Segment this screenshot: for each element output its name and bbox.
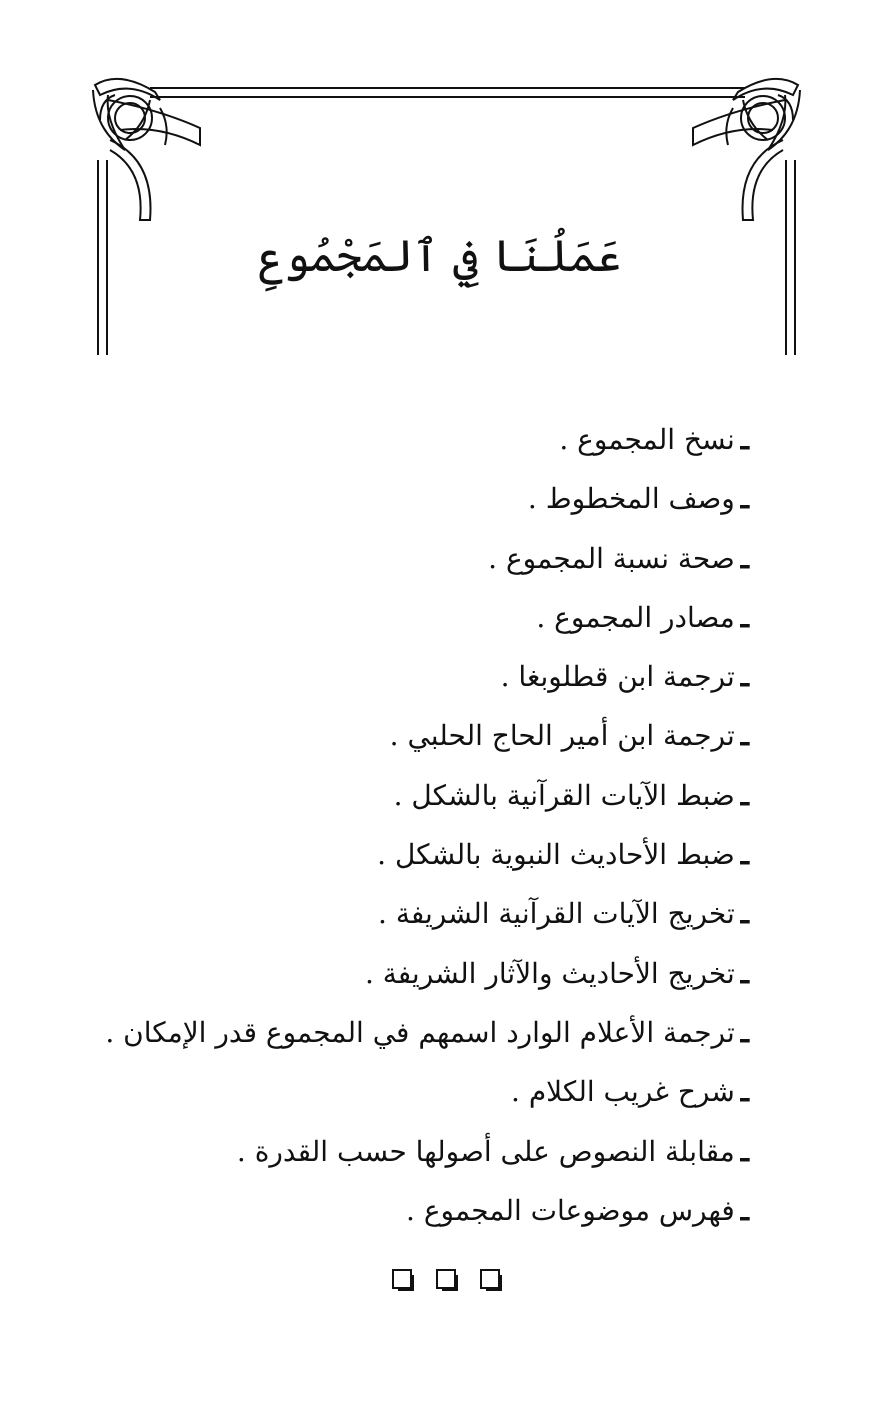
bullet-dash: ـ (740, 482, 749, 516)
page-title: عَمَلُنَا فِي ٱلمَجْمُوعِ (258, 231, 622, 282)
square-ornament-icon (480, 1269, 502, 1291)
bullet-dash: ـ (740, 660, 749, 694)
list-item (29, 1122, 749, 1181)
bullet-dash: ـ (740, 778, 749, 812)
list-item-text: ترجمة ابن قطلوبغا . (500, 660, 735, 694)
square-ornament-icon (392, 1269, 414, 1291)
list-item-text: ضبط الآيات القرآنية بالشكل . (393, 778, 735, 812)
bullet-dash: ـ (740, 1134, 749, 1168)
list-item (29, 1181, 749, 1240)
list-item-text: وصف المخطوط . (527, 482, 735, 516)
list-item (29, 588, 749, 647)
list-item-text: تخريج الآيات القرآنية الشريفة . (378, 897, 735, 931)
list-item-text: ضبط الأحاديث النبوية بالشكل . (377, 838, 735, 872)
bullet-dash: ـ (740, 600, 749, 634)
list-item (29, 825, 749, 884)
list-item (29, 944, 749, 1003)
list-item-text: نسخ المجموع . (559, 423, 735, 456)
list-item (29, 1062, 749, 1121)
bullet-dash: ـ (740, 719, 749, 753)
left-corner-knot-icon (93, 79, 200, 220)
list-item-text: صحة نسبة المجموع . (488, 541, 735, 575)
bullet-dash: ـ (740, 1075, 749, 1109)
list-item (29, 1003, 749, 1062)
bullet-dash: ـ (740, 1015, 749, 1049)
list-item (29, 529, 749, 588)
bullet-dash: ـ (740, 897, 749, 931)
work-items-list (29, 410, 749, 1240)
list-item-text: تخريج الأحاديث والآثار الشريفة . (364, 956, 735, 990)
bullet-dash: ـ (740, 956, 749, 990)
list-item (29, 469, 749, 528)
list-item (29, 766, 749, 825)
list-item (29, 884, 749, 943)
bullet-dash: ـ (740, 423, 749, 456)
list-item-text: مقابلة النصوص على أصولها حسب القدرة . (236, 1134, 735, 1168)
list-item-text: فهرس موضوعات المجموع . (406, 1193, 735, 1227)
decorative-header-frame (0, 0, 879, 380)
list-item (29, 706, 749, 765)
bullet-dash: ـ (740, 541, 749, 575)
right-corner-knot-icon (693, 79, 800, 220)
ornamental-border-icon (0, 0, 879, 380)
square-ornament-icon (436, 1269, 458, 1291)
list-item-text: ترجمة ابن أمير الحاج الحلبي . (389, 719, 735, 753)
end-of-section-marks (392, 1269, 502, 1295)
list-item-text: مصادر المجموع . (536, 600, 735, 634)
list-item-text: شرح غريب الكلام . (511, 1075, 735, 1109)
list-item (29, 647, 749, 706)
bullet-dash: ـ (740, 838, 749, 872)
list-item-text: ترجمة الأعلام الوارد اسمهم في المجموع قدر الإمكان . (105, 1015, 735, 1049)
bullet-dash: ـ (740, 1193, 749, 1227)
list-item (29, 410, 749, 469)
